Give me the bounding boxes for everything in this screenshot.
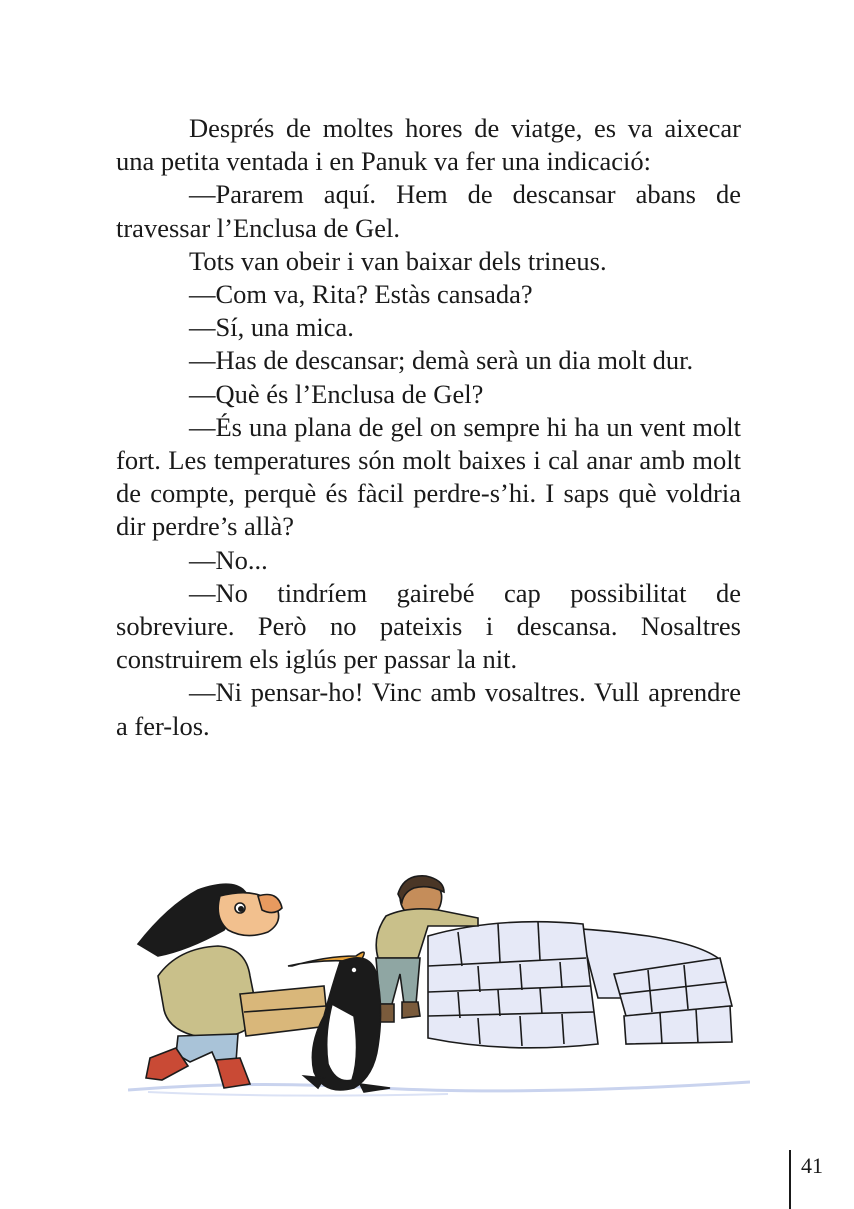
paragraph: —Com va, Rita? Estàs cansada? xyxy=(189,279,533,310)
paragraph: —Sí, una mica. xyxy=(189,312,354,343)
paragraph: —No... xyxy=(189,544,268,575)
paragraph: —Què és l’Enclusa de Gel? xyxy=(189,378,484,409)
paragraph: —Has de descansar; demà serà un dia molt dur. xyxy=(189,345,694,376)
paragraph: —Pararem aquí. Hem de descansar abans de travessar l’Enclusa de Gel. xyxy=(116,179,741,243)
paragraph: Tots van obeir i van baixar dels trineus. xyxy=(189,245,607,276)
page-number: 41 xyxy=(801,1153,823,1178)
paragraph: —És una plana de gel on sempre hi ha un vent molt fort. Les temperatures són molt baixes i cal anar amb molt de compte, perquè és fàcil perdre-s’hi. I saps què voldria dir perdre’s allà? xyxy=(116,411,741,542)
girl-icon xyxy=(138,884,328,1088)
paragraph: —Ni pensar-ho! Vinc amb vosaltres. Vull aprendre a fer-los. xyxy=(116,677,741,741)
paragraph: —No tindríem gairebé cap possibilitat de sobreviure. Però no pateixis i descansa. Nosaltres construirem els iglús per passar la nit. xyxy=(116,577,741,675)
page-number-rule xyxy=(789,1150,791,1209)
page-text xyxy=(116,112,741,743)
igloo-building-scene-icon xyxy=(128,866,750,1102)
igloo-icon xyxy=(428,922,732,1048)
paragraph: Després de moltes hores de viatge, es va aixecar una petita ventada i en Panuk va fer una indicació: xyxy=(116,113,741,177)
